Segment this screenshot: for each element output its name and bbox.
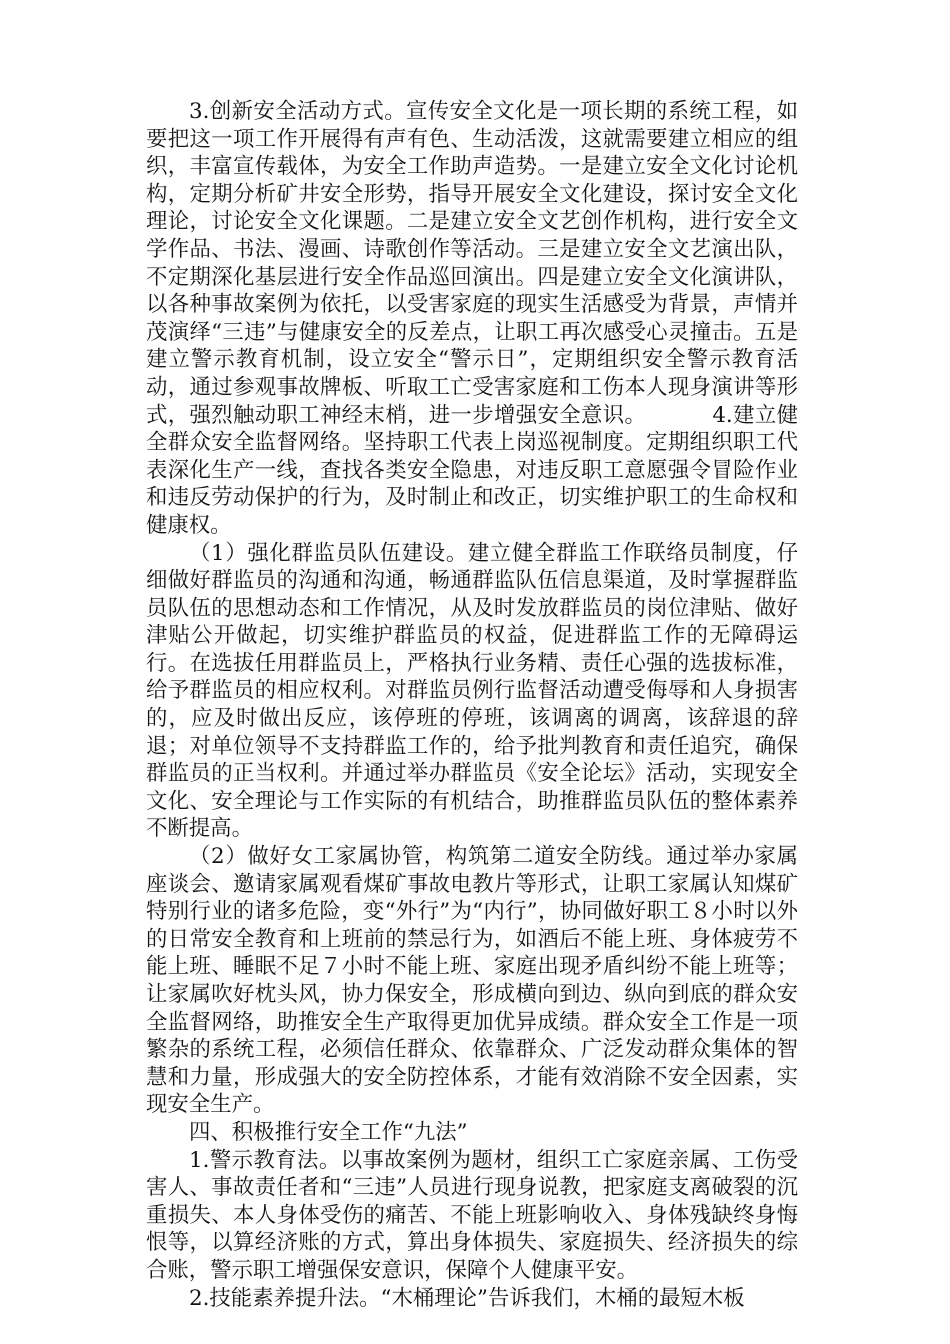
paragraph-warning-education — [146, 1147, 798, 1285]
paragraph-skill-improvement-text: 2.技能素养提升法。“木桶理论”告诉我们，木桶的最短木板 — [189, 1285, 745, 1311]
section-heading-nine-methods — [146, 1119, 798, 1147]
paragraph-family-assistance-text: （2）做好女工家属协管，构筑第二道安全防线。通过举办家属座谈会、邀请家属观看煤矿事故电教片等形式，让职工家属认知煤矿特别行业的诸多危险，变“外行”为“内行”，协同做好职工８小时以外的日常安全教育和上班前的禁忌行为，如酒后不能上班、身体疲劳不能上班、睡眠不足７小时不能上班、家庭出现矛盾纠纷不能上班等；让家属吹好枕头风，协力保安全，形成横向到边、纵向到底的群众安全监督网络，助推安全生产取得更加优异成绩。群众安全工作是一项繁杂的系统工程，必须信任群众、依靠群众、广泛发动群众集体的智慧和力量，形成强大的安全防控体系，才能有效消除不安全因素，实现安全生产。 — [146, 844, 798, 1118]
paragraph-team-building-text: （1）强化群监员队伍建设。建立健全群监工作联络员制度，仔细做好群监员的沟通和沟通，畅通群监队伍信息渠道，及时掌握群监员队伍的思想动态和工作情况，从及时发放群监员的岗位津贴、做好津贴公开做起，切实维护群监员的权益，促进群监工作的无障碍运行。在选拔任用群监员上，严格执行业务精、责任心强的选拔标准，给予群监员的相应权利。对群监员例行监督活动遭受侮辱和人身损害的，应及时做出反应，该停班的停班，该调离的调离，该辞退的辞退；对单位领导不支持群监工作的，给予批判教育和责任追究，确保群监员的正当权利。并通过举办群监员《安全论坛》活动，实现安全文化、安全理论与工作实际的有机结合，助推群监员队伍的整体素养不断提高。 — [146, 540, 798, 842]
paragraph-skill-improvement — [146, 1285, 798, 1313]
paragraph-family-assistance — [146, 843, 798, 1119]
paragraph-team-building — [146, 540, 798, 844]
paragraph-warning-education-text: 1.警示教育法。以事故案例为题材，组织工亡家庭亲属、工伤受害人、事故责任者和“三违”人员进行现身说教，把家庭支离破裂的沉重损失、本人身体受伤的痛苦、不能上班影响收入、身体残缺终身悔恨等，以算经济账的方式，算出身体损失、家庭损失、经济损失的综合账，警示职工增强保安意识，保障个人健康平安。 — [146, 1147, 798, 1283]
section-heading-nine-methods-text: 四、积极推行安全工作“九法” — [189, 1119, 468, 1145]
paragraph-supervision-network-text: 4.建立健全群众安全监督网络。坚持职工代表上岗巡视制度。定期组织职工代表深化生产一线，査找各类安全隐患，对违反职工意愿强令冒险作业和违反劳动保护的行为，及时制止和改正，切实维护职工的生命权和健康权。 — [146, 402, 798, 538]
document-page — [146, 98, 798, 1312]
paragraph-activity-methods-text: 3.创新安全活动方式。宣传安全文化是一项长期的系统工程，如要把这一项工作开展得有声有色、生动活泼，这就需要建立相应的组织，丰富宣传载体，为安全工作助声造势。一是建立安全文化讨论机构，定期分析矿井安全形势，指导开展安全文化建设，探讨安全文化理论，讨论安全文化课题。二是建立安全文艺创作机构，进行安全文学作品、书法、漫画、诗歌创作等活动。三是建立安全文艺演出队，不定期深化基层进行安全作品巡回演出。四是建立安全文化演讲队，以各种事故案例为依托，以受害家庭的现实生活感受为背景，声情并茂演绎“三违”与健康安全的反差点，让职工再次感受心灵撞击。五是建立警示教育机制，设立安全“警示日”，定期组织安全警示教育活动，通过参观事故牌板、听取工亡受害家庭和工伤本人现身演讲等形式，强烈触动职工神经末梢，进一步增强安全意识。 — [146, 99, 798, 428]
paragraph-activity-methods — [146, 98, 798, 540]
